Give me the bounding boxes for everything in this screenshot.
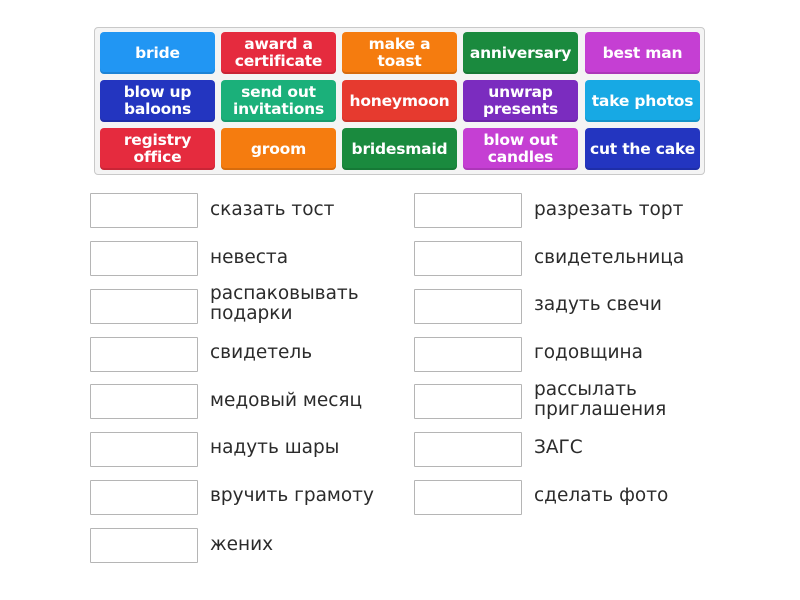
tile-label: groom: [250, 139, 307, 158]
tile-label: blow up baloons: [123, 83, 192, 118]
drop-box[interactable]: [414, 384, 522, 419]
definition-text: надуть шары: [210, 437, 340, 458]
tile-make-a-toast[interactable]: [342, 32, 457, 74]
definition-text: медовый месяц: [210, 390, 363, 411]
definition-text: свидетельница: [534, 247, 685, 268]
tile-label: anniversary: [469, 43, 572, 62]
definition-text: рассылать приглашения: [534, 379, 667, 420]
drop-box[interactable]: [90, 241, 198, 276]
tile-label: make a toast: [368, 35, 431, 70]
drop-box[interactable]: [90, 337, 198, 372]
definition-text: годовщина: [534, 342, 643, 363]
tile-label: unwrap presents: [482, 83, 559, 118]
tile-label: bride: [135, 43, 180, 62]
tile-anniversary[interactable]: [463, 32, 578, 74]
tile-award-a-certificate[interactable]: [221, 32, 336, 74]
definition-text: распаковывать подарки: [210, 283, 359, 324]
tile-label: take photos: [591, 91, 694, 110]
drop-box[interactable]: [90, 193, 198, 228]
tile-cut-the-cake[interactable]: [585, 128, 700, 170]
definition-text: свидетель: [210, 342, 313, 363]
tile-blow-up-baloons[interactable]: [100, 80, 215, 122]
tile-groom[interactable]: [221, 128, 336, 170]
definition-text: разрезать торт: [534, 199, 684, 220]
tile-honeymoon[interactable]: [342, 80, 457, 122]
tile-label: cut the cake: [589, 139, 696, 158]
drop-box[interactable]: [414, 480, 522, 515]
drop-box[interactable]: [90, 289, 198, 324]
tile-blow-out-candles[interactable]: [463, 128, 578, 170]
word-tiles-panel: [94, 27, 705, 175]
tile-label: award a certificate: [234, 35, 323, 70]
drop-box[interactable]: [90, 384, 198, 419]
drop-box[interactable]: [414, 241, 522, 276]
definition-text: задуть свечи: [534, 294, 662, 315]
tile-best-man[interactable]: [585, 32, 700, 74]
drop-box[interactable]: [90, 528, 198, 563]
drop-box[interactable]: [414, 289, 522, 324]
drop-box[interactable]: [90, 480, 198, 515]
definition-text: невеста: [210, 247, 289, 268]
tile-send-out-invitations[interactable]: [221, 80, 336, 122]
tile-label: blow out candles: [483, 131, 558, 166]
tile-registry-office[interactable]: [100, 128, 215, 170]
tile-take-photos[interactable]: [585, 80, 700, 122]
tile-label: honeymoon: [349, 91, 450, 110]
definition-text: сделать фото: [534, 485, 669, 506]
tile-label: send out invitations: [232, 83, 325, 118]
definition-text: сказать тост: [210, 199, 335, 220]
definition-text: ЗАГС: [534, 437, 583, 458]
tile-unwrap-presents[interactable]: [463, 80, 578, 122]
tile-label: bridesmaid: [351, 139, 448, 158]
drop-box[interactable]: [414, 337, 522, 372]
drop-box[interactable]: [414, 432, 522, 467]
definition-text: жених: [210, 534, 274, 555]
drop-box[interactable]: [90, 432, 198, 467]
definition-text: вручить грамоту: [210, 485, 374, 506]
tile-label: registry office: [123, 131, 192, 166]
tile-bridesmaid[interactable]: [342, 128, 457, 170]
tile-label: best man: [602, 43, 683, 62]
drop-box[interactable]: [414, 193, 522, 228]
tile-bride[interactable]: [100, 32, 215, 74]
